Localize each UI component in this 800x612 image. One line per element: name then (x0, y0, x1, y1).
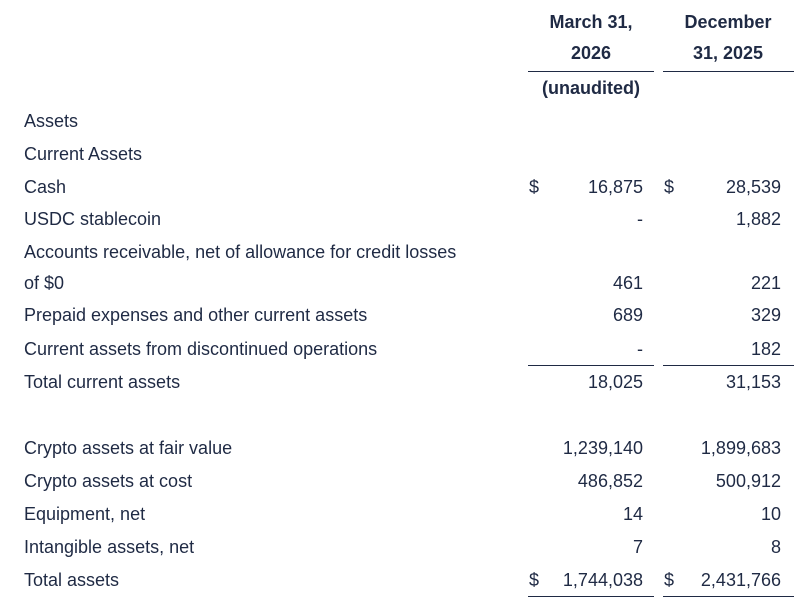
value-december-2025: 500,912 (715, 471, 781, 491)
row-label: Assets (24, 111, 79, 131)
row-discontinued-operations (0, 333, 800, 365)
column-header-december-2025 (663, 7, 793, 69)
row-label: Total current assets (24, 372, 181, 392)
unaudited-note: (unaudited) (542, 78, 640, 98)
row-label: Cash (24, 177, 67, 197)
row-assets (0, 105, 800, 137)
row-label: Crypto assets at cost (24, 471, 193, 491)
value-december-2025: 8 (770, 537, 781, 557)
total-rule-col2 (663, 596, 794, 597)
value-december-2025: 31,153 (725, 372, 781, 392)
header-underline-col2 (663, 71, 794, 72)
row-label: Accounts receivable, net of allowance for credit losses (24, 242, 457, 262)
currency-symbol: $ (529, 177, 540, 197)
column-header-december-2025-line1: December (684, 12, 772, 32)
value-march-2026: 7 (632, 537, 643, 557)
row-total-assets (0, 564, 800, 596)
value-march-2026: 1,744,038 (562, 570, 643, 590)
row-label: Crypto assets at fair value (24, 438, 233, 458)
value-march-2026: 1,239,140 (562, 438, 643, 458)
value-march-2026: 18,025 (587, 372, 643, 392)
row-intangible-assets (0, 531, 800, 563)
row-label: Total assets (24, 570, 120, 590)
row-accounts-receivable-label (0, 236, 800, 268)
currency-symbol: $ (664, 177, 675, 197)
row-usdc-stablecoin (0, 203, 800, 235)
total-rule-col1 (528, 596, 654, 597)
row-label: Prepaid expenses and other current assets (24, 305, 368, 325)
row-label: Intangible assets, net (24, 537, 195, 557)
row-crypto-fair-value (0, 432, 800, 464)
column-header-march-2026 (530, 7, 652, 69)
value-march-2026: 689 (612, 305, 643, 325)
row-total-current-assets (0, 366, 800, 398)
value-march-2026: 14 (622, 504, 643, 524)
row-current-assets (0, 138, 800, 170)
row-prepaid-expenses (0, 299, 800, 331)
row-label: USDC stablecoin (24, 209, 162, 229)
row-label: Current assets from discontinued operations (24, 339, 378, 359)
header-underline-col1 (528, 71, 654, 72)
value-december-2025: 182 (750, 339, 781, 359)
value-december-2025: 28,539 (725, 177, 781, 197)
row-cash (0, 171, 800, 203)
column-header-march-2026-line1: March 31, (549, 12, 633, 32)
row-label: Equipment, net (24, 504, 146, 524)
value-december-2025: 10 (760, 504, 781, 524)
value-march-2026: 486,852 (577, 471, 643, 491)
row-crypto-cost (0, 465, 800, 497)
row-equipment (0, 498, 800, 530)
currency-symbol: $ (529, 570, 540, 590)
column-header-december-2025-line2: 31, 2025 (692, 43, 764, 63)
value-march-2026: - (637, 209, 643, 229)
currency-symbol: $ (664, 570, 675, 590)
row-accounts-receivable (0, 267, 800, 299)
column-header-march-2026-line2: 2026 (570, 43, 612, 63)
value-march-2026: 461 (612, 273, 643, 293)
value-march-2026: 16,875 (587, 177, 643, 197)
value-march-2026: - (637, 339, 643, 359)
value-december-2025: 221 (750, 273, 781, 293)
value-december-2025: 1,899,683 (700, 438, 781, 458)
value-december-2025: 1,882 (735, 209, 781, 229)
value-december-2025: 329 (750, 305, 781, 325)
row-label: of $0 (24, 273, 65, 293)
value-december-2025: 2,431,766 (700, 570, 781, 590)
row-label: Current Assets (24, 144, 143, 164)
